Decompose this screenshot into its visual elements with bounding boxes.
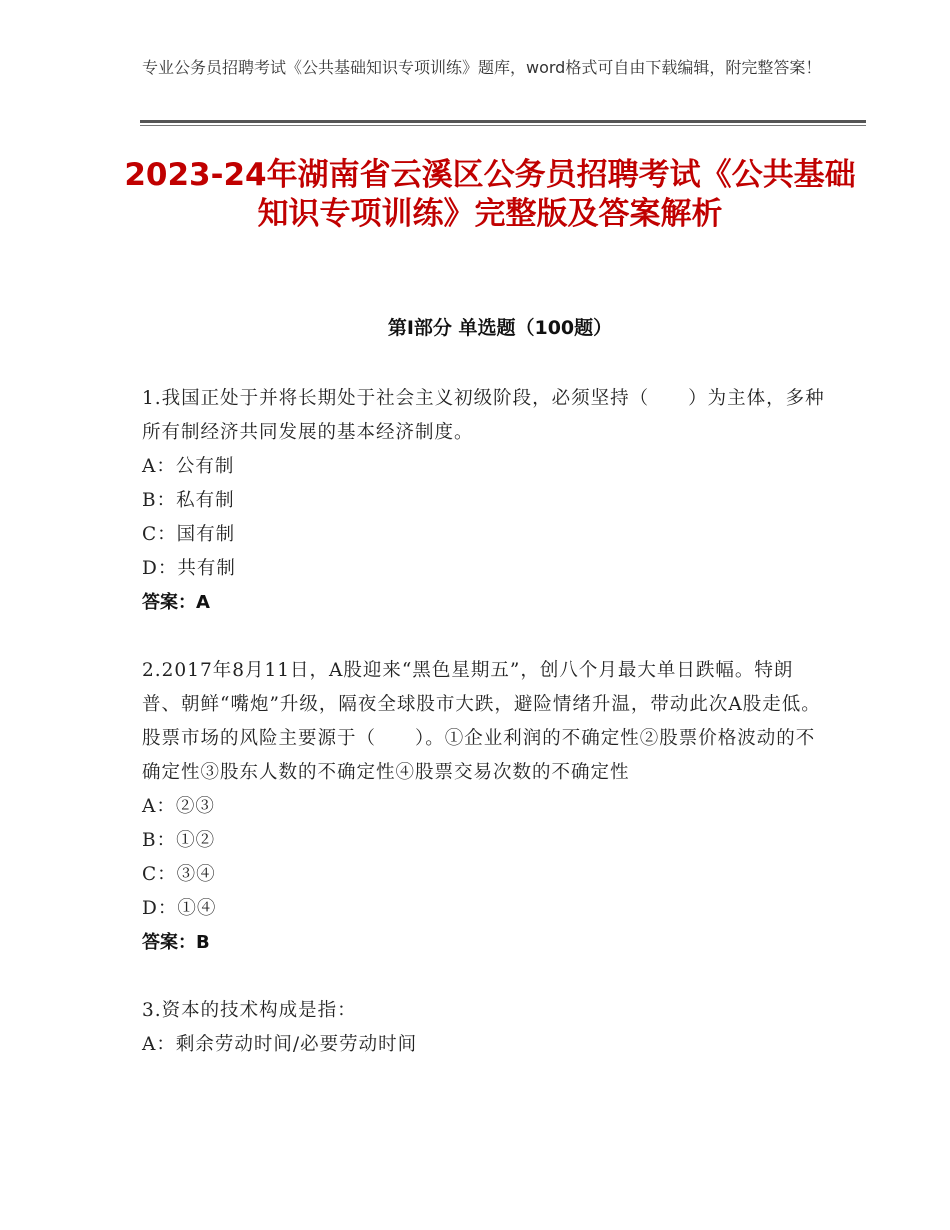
question-3 [142,994,832,1062]
option-d: D：共有制 [142,558,236,579]
option-d: D：①④ [142,898,217,919]
option-c: C：国有制 [142,524,236,545]
question-1 [142,382,832,620]
header-note: 专业公务员招聘考试《公共基础知识专项训练》题库，word格式可自由下载编辑，附完整答案！ [142,58,822,77]
option-a: A：剩余劳动时间/必要劳动时间 [142,1034,418,1055]
option-c: C：③④ [142,864,216,885]
question-list [142,382,832,1096]
question-2 [142,654,832,960]
header-rule-thin [140,125,866,126]
option-a: A：公有制 [142,456,235,477]
question-stem: 3.资本的技术构成是指： [142,1000,357,1021]
header-rule-thick [140,120,866,123]
option-b: B：①② [142,830,216,851]
document-title: 2023-24年湖南省云溪区公务员招聘考试《公共基础知识专项训练》完整版及答案解析 [124,157,856,232]
option-b: B：私有制 [142,490,235,511]
answer: 答案：B [142,932,210,953]
question-stem: 2.2017年8月11日，A股迎来“黑色星期五”，创八个月最大单日跌幅。特朗普、朝鲜“嘴炮”升级，隔夜全球股市大跌，避险情绪升温，带动此次A股走低。股票市场的风险主要源于（ ）。①企业利润的不确定性②股票价格波动的不确定性③股东人数的不确定性④股票交易次数的不确定性 [142,660,821,783]
question-stem: 1.我国正处于并将长期处于社会主义初级阶段，必须坚持（ ）为主体，多种所有制经济共同发展的基本经济制度。 [142,388,825,443]
answer: 答案：A [142,592,210,613]
section-title: 第Ⅰ部分 单选题（100题） [387,317,613,339]
option-a: A：②③ [142,796,215,817]
